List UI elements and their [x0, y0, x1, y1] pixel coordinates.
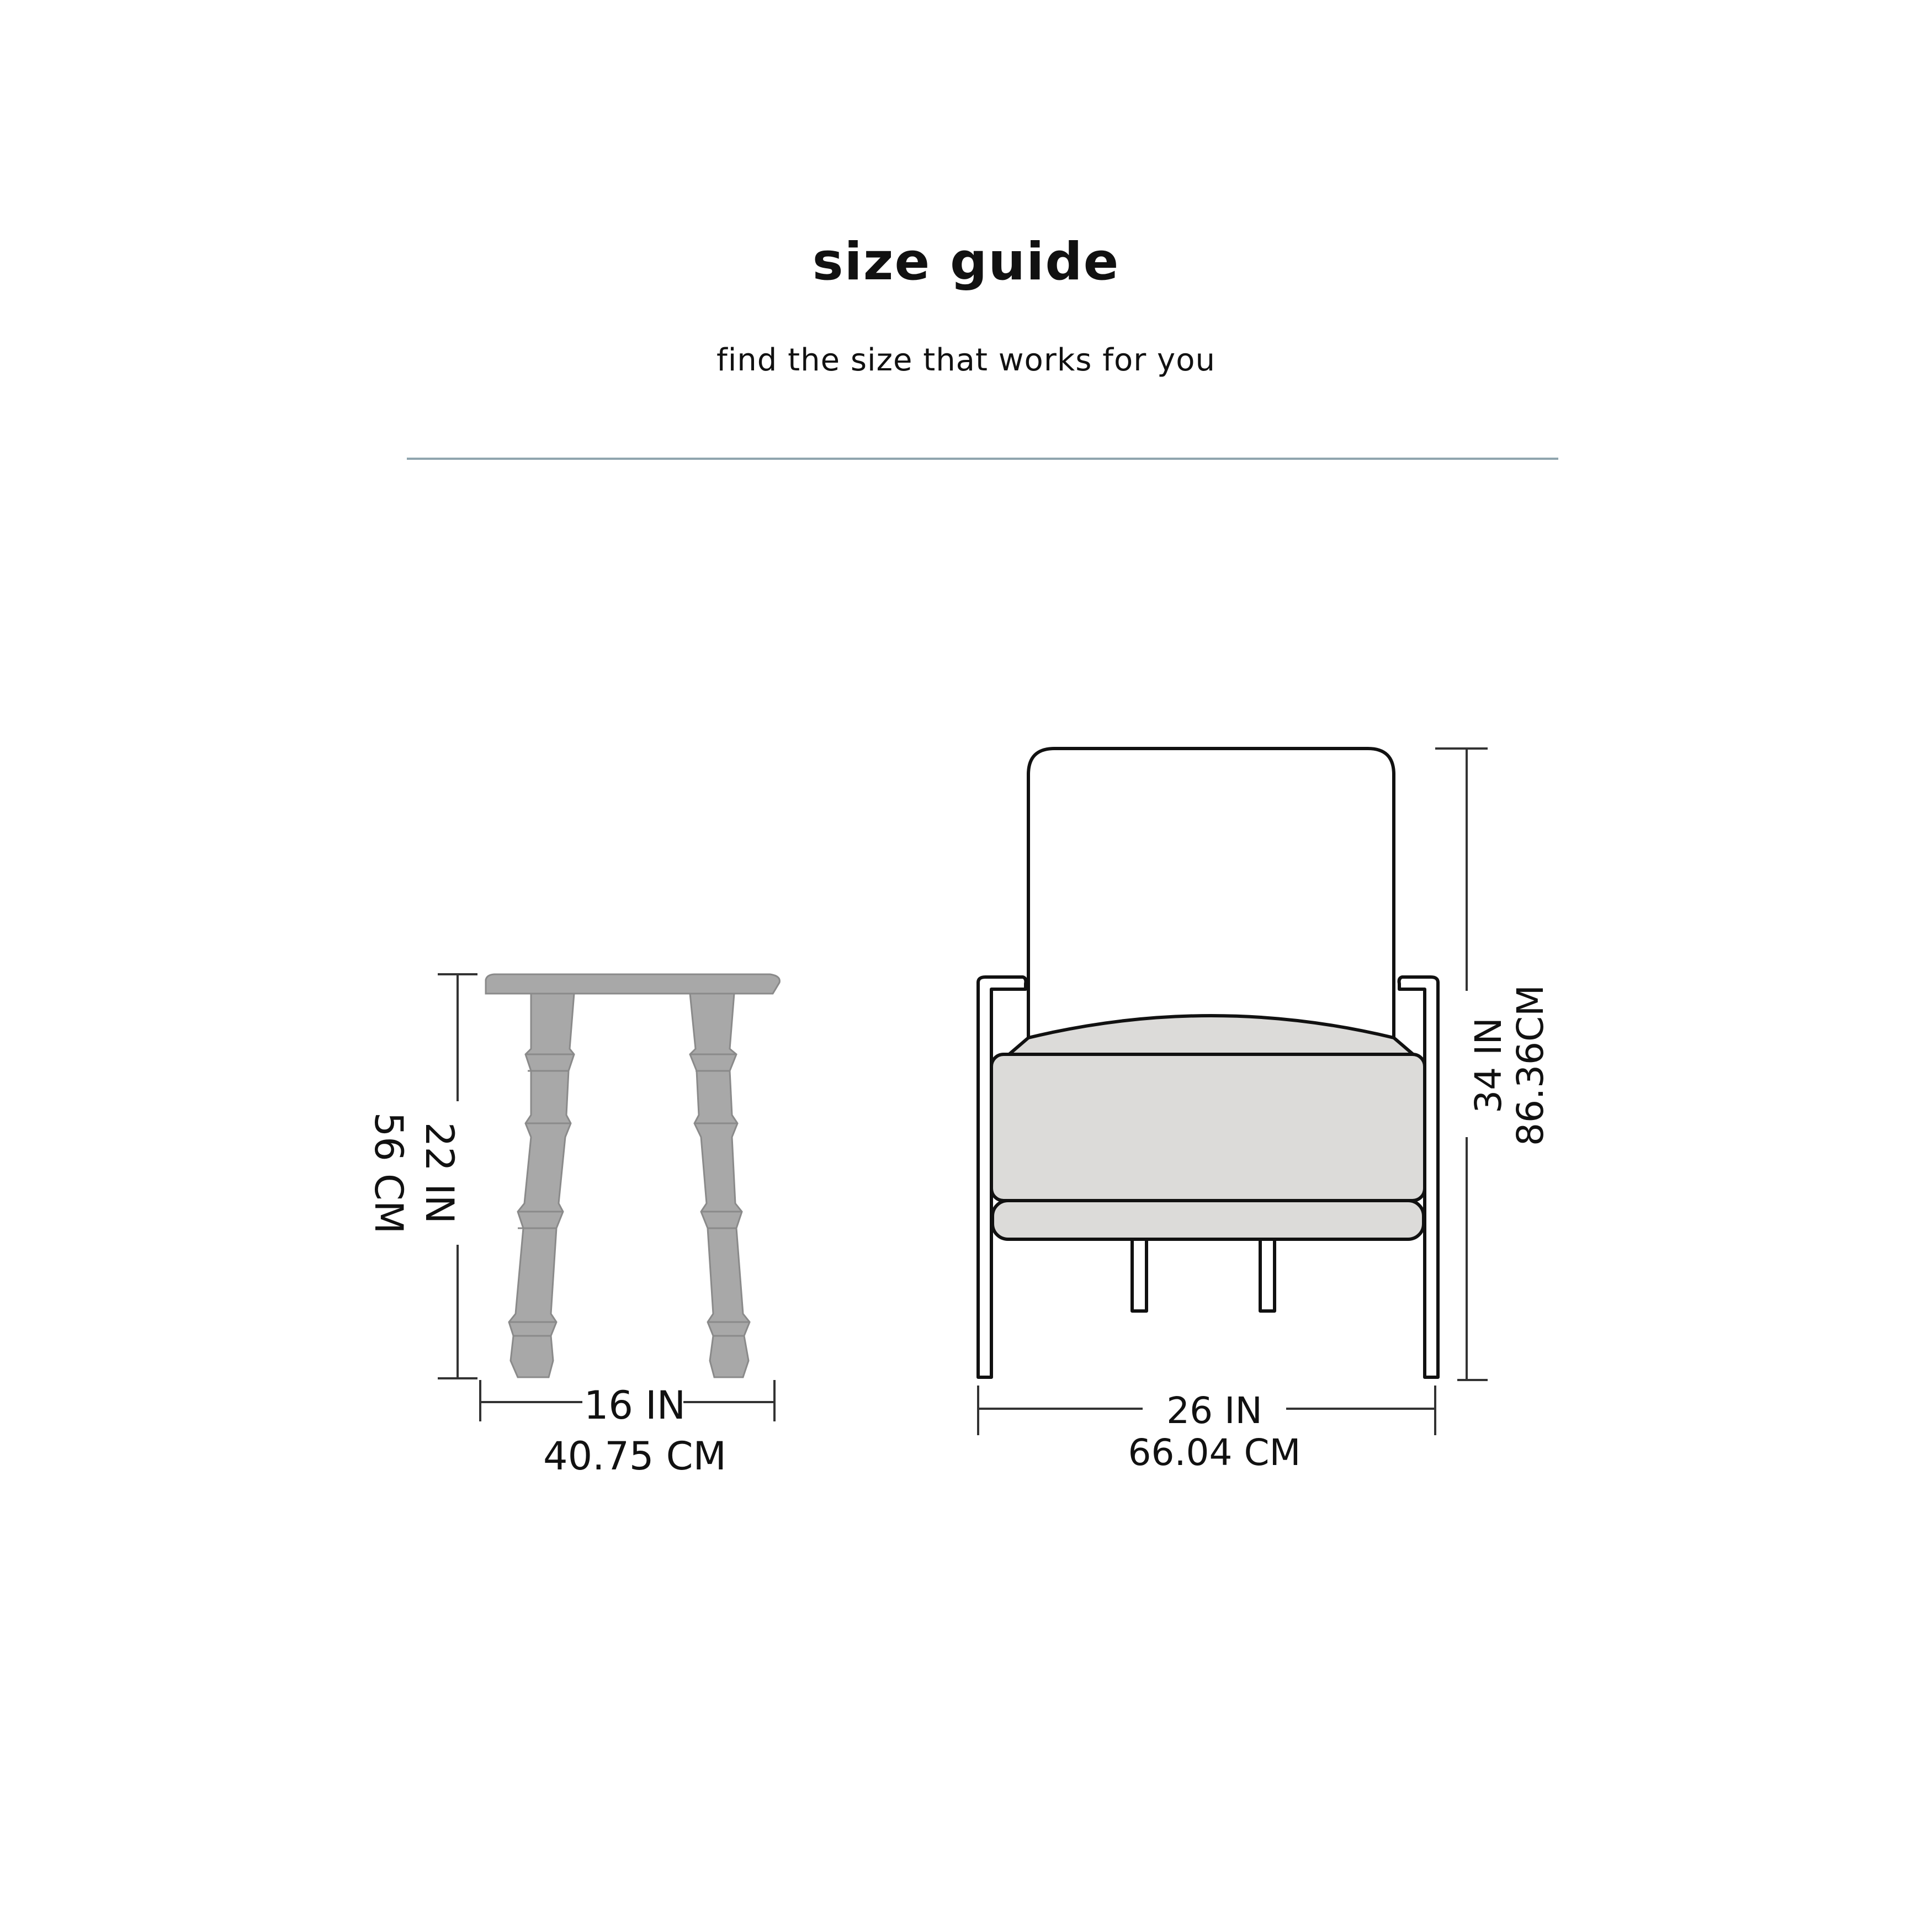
table-right-leg: [690, 994, 750, 1377]
chair-width-label: [1065, 1390, 1363, 1474]
chair-seat-cushion: [991, 1054, 1425, 1201]
chair-front-leg-left: [1132, 1239, 1147, 1311]
page-subtitle: find the size that works for you: [716, 342, 1216, 378]
table-height-label: [363, 1057, 465, 1289]
chair-height-cm: 86.36CM: [1509, 985, 1552, 1146]
chair-front-leg-right: [1260, 1239, 1275, 1311]
table-width-in: 16 IN: [583, 1383, 686, 1428]
chair-width-cm: 66.04 CM: [1128, 1431, 1301, 1474]
chair-base-cushion: [992, 1201, 1424, 1239]
chair-backrest: [1028, 749, 1394, 1038]
table-height-cm: 56 CM: [366, 1112, 411, 1234]
table-height-in: 22 IN: [417, 1122, 462, 1224]
chair-height-label: [1468, 949, 1552, 1181]
side-table-illustration: [486, 974, 779, 1377]
armchair-illustration: [978, 749, 1438, 1377]
table-width-label: [519, 1380, 751, 1482]
page-title: size guide: [812, 232, 1120, 292]
table-left-leg: [509, 994, 574, 1377]
table-width-cm: 40.75 CM: [543, 1434, 726, 1479]
table-top: [486, 974, 779, 994]
chair-width-in: 26 IN: [1166, 1389, 1262, 1432]
chair-height-in: 34 IN: [1467, 1017, 1510, 1113]
